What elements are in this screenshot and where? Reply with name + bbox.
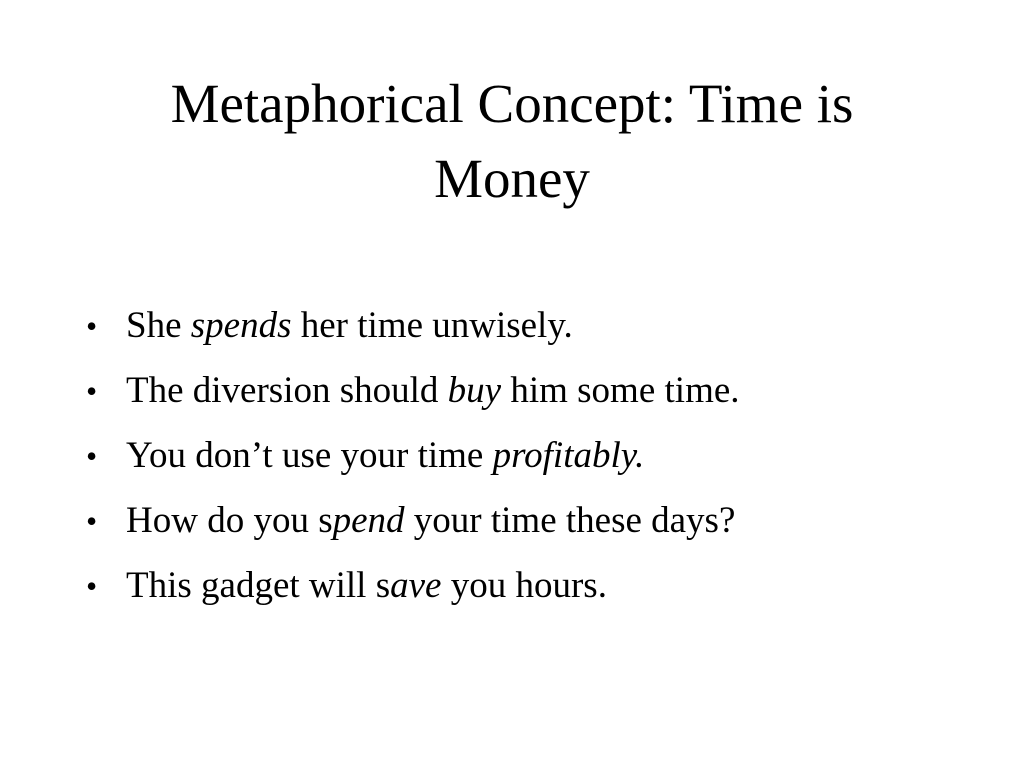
slide-title-line-1: Metaphorical Concept: Time is bbox=[170, 73, 854, 134]
bullet-icon: • bbox=[86, 503, 98, 539]
bullet-text-italic: spends bbox=[190, 305, 292, 346]
bullet-icon: • bbox=[86, 568, 98, 604]
bullet-icon: • bbox=[86, 438, 98, 474]
bullet-text-plain: her time unwisely. bbox=[291, 305, 573, 346]
slide-title bbox=[80, 66, 944, 216]
bullet-text-italic: profitably. bbox=[492, 435, 645, 476]
bullet-list bbox=[86, 298, 966, 623]
bullet-text-plain: She bbox=[126, 305, 191, 346]
bullet-text-plain: your time these days? bbox=[404, 500, 736, 541]
bullet-text-italic: buy bbox=[447, 370, 502, 411]
slide-title-line-2: Money bbox=[434, 148, 590, 209]
bullet-text-italic: pend bbox=[332, 500, 405, 541]
bullet-text-plain: The diversion should bbox=[126, 370, 448, 411]
bullet-item-2 bbox=[86, 363, 966, 428]
bullet-text-plain: This gadget will s bbox=[126, 565, 391, 606]
bullet-item-1 bbox=[86, 298, 966, 363]
bullet-item-5 bbox=[86, 558, 966, 623]
bullet-icon: • bbox=[86, 373, 98, 409]
bullet-text-plain: him some time. bbox=[501, 370, 740, 411]
bullet-text-plain: How do you s bbox=[126, 500, 333, 541]
bullet-icon: • bbox=[86, 308, 98, 344]
bullet-item-3 bbox=[86, 428, 966, 493]
bullet-text-plain: you hours. bbox=[441, 565, 607, 606]
bullet-text-plain: You don’t use your time bbox=[126, 435, 493, 476]
bullet-item-4 bbox=[86, 493, 966, 558]
bullet-text-italic: ave bbox=[390, 565, 442, 606]
